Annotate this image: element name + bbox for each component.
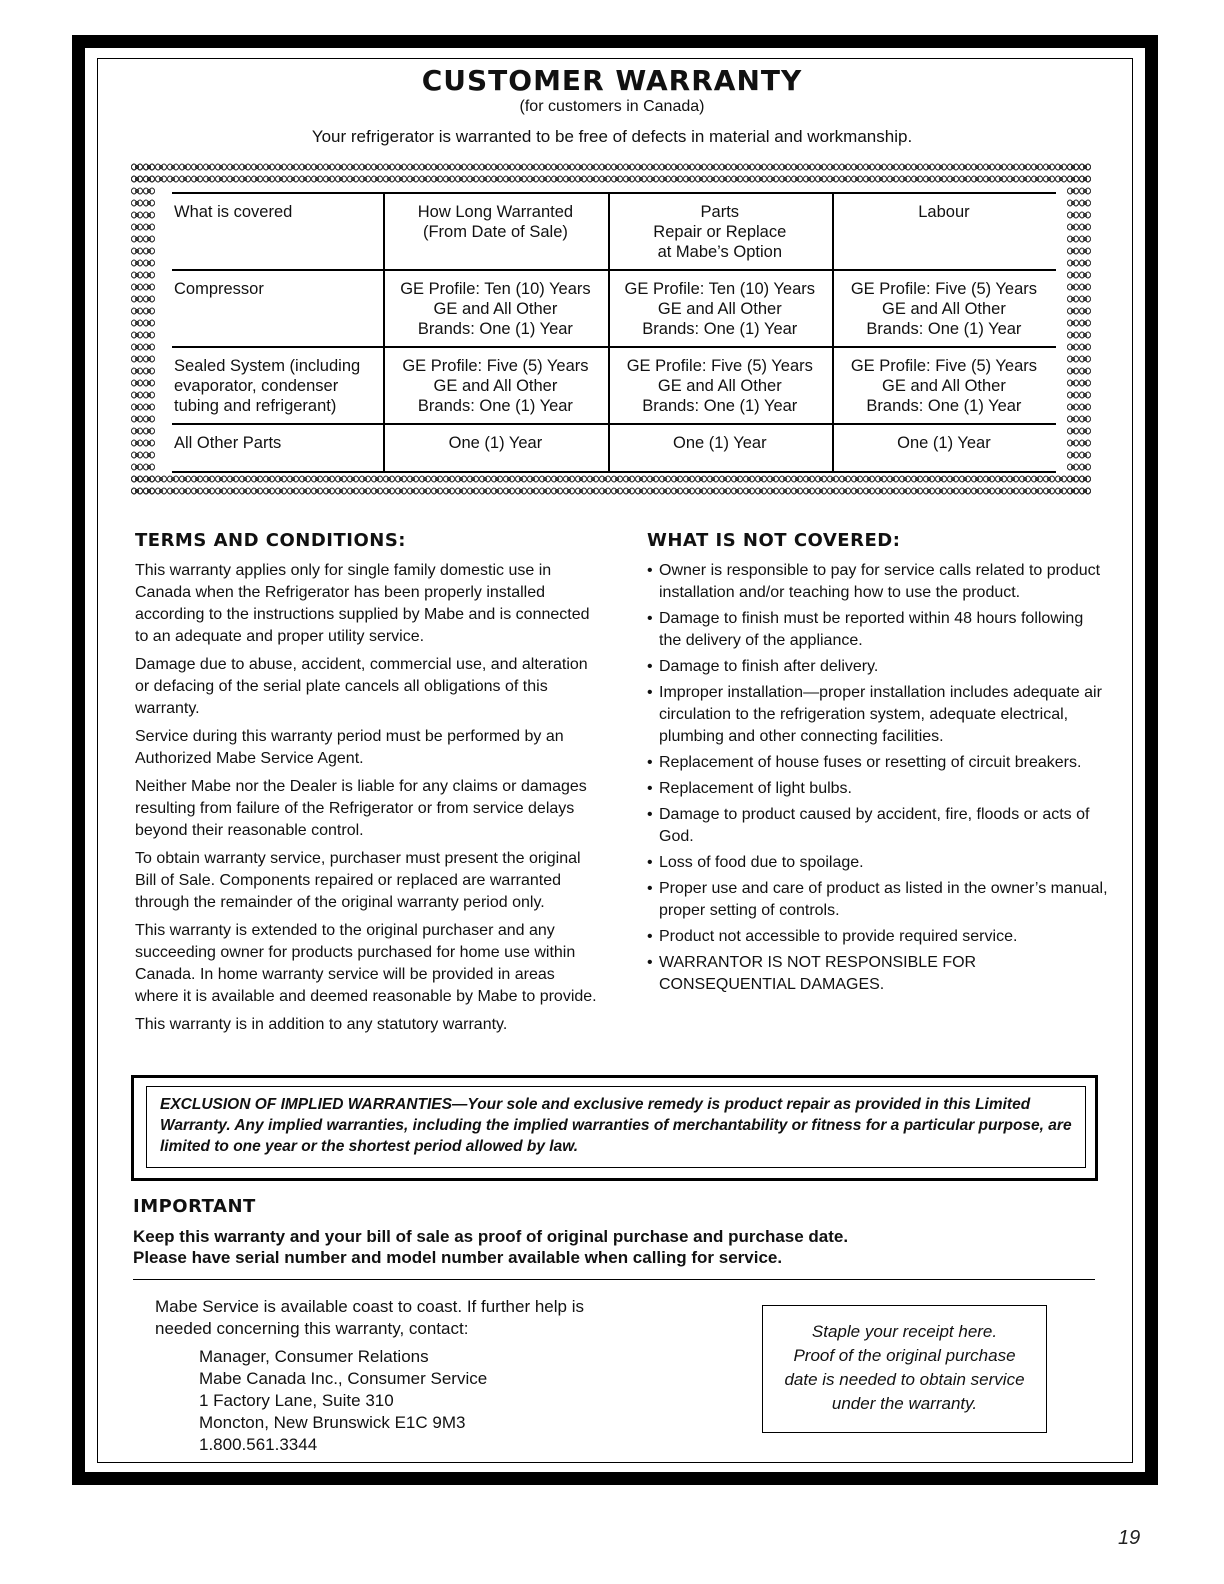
page-subtitle: (for customers in Canada)	[519, 98, 705, 115]
terms-heading: TERMS AND CONDITIONS:	[135, 530, 406, 551]
list-item: • Owner is responsible to pay for service calls related to product installation and/or teaching how to use the product.	[647, 562, 1101, 601]
table-header-cell: Parts Repair or Replace at Mabe’s Option	[609, 193, 833, 270]
list-item: • Damage to finish must be reported within 48 hours following the delivery of the appliance.	[647, 610, 1084, 649]
important-line: Keep this warranty and your bill of sale as proof of original purchase and purchase date.	[133, 1227, 849, 1246]
table-row	[172, 347, 1056, 424]
table-cell: Sealed System (including evaporator, condenser tubing and refrigerant)	[172, 347, 384, 424]
list-item: • Damage to finish after delivery.	[647, 658, 879, 675]
contact-info	[155, 1296, 615, 1456]
address-line: Manager, Consumer Relations	[199, 1347, 429, 1366]
list-item: • Proper use and care of product as listed in the owner’s manual, proper setting of controls.	[647, 880, 1108, 919]
contact-address	[155, 1346, 615, 1456]
table-cell: GE Profile: Ten (10) Years GE and All Other Brands: One (1) Year	[384, 270, 609, 347]
divider	[133, 1279, 1095, 1280]
address-line: Moncton, New Brunswick E1C 9M3	[199, 1413, 466, 1432]
receipt-line: Staple your receipt here.	[811, 1322, 998, 1341]
exclusion-text: EXCLUSION OF IMPLIED WARRANTIES—Your sole and exclusive remedy is product repair as provided in this Limited Warranty. Any implied warranties, including the implied warranties of merchantability or fitness for a particular purpose, are limited to one year or the shortest period allowed by law.	[160, 1096, 1072, 1155]
table-header-cell: What is covered	[172, 193, 384, 270]
terms-paragraph: This warranty is in addition to any statutory warranty.	[135, 1016, 508, 1033]
table-cell: GE Profile: Five (5) Years GE and All Other Brands: One (1) Year	[833, 270, 1056, 347]
terms-section	[135, 560, 597, 1042]
receipt-line: date is needed to obtain service	[784, 1370, 1025, 1389]
table-cell: GE Profile: Five (5) Years GE and All Other Brands: One (1) Year	[384, 347, 609, 424]
table-header-row	[172, 193, 1056, 270]
not-covered-list	[647, 560, 1109, 1000]
table-cell: One (1) Year	[833, 424, 1056, 472]
table-cell: GE Profile: Ten (10) Years GE and All Other Brands: One (1) Year	[609, 270, 833, 347]
list-item: • Loss of food due to spoilage.	[647, 854, 864, 871]
address-line: 1 Factory Lane, Suite 310	[199, 1391, 394, 1410]
table-cell: One (1) Year	[609, 424, 833, 472]
page-title: CUSTOMER WARRANTY	[421, 64, 803, 97]
important-line: Please have serial number and model number available when calling for service.	[133, 1248, 783, 1267]
table-row	[172, 424, 1056, 472]
list-item: • Damage to product caused by accident, fire, floods or acts of God.	[647, 806, 1090, 845]
terms-paragraph: This warranty is extended to the original purchaser and any succeeding owner for products purchased for home use within Canada. In home warranty service will be provided in areas where it is available and deemed reasonable by Mabe to provide.	[135, 922, 597, 1005]
receipt-line: under the warranty.	[831, 1394, 978, 1413]
table-header-cell: Labour	[833, 193, 1056, 270]
table-cell: One (1) Year	[384, 424, 609, 472]
list-item: • Product not accessible to provide required service.	[647, 928, 1018, 945]
table-cell: GE Profile: Five (5) Years GE and All Other Brands: One (1) Year	[609, 347, 833, 424]
address-line: Mabe Canada Inc., Consumer Service	[199, 1369, 488, 1388]
table-header-cell: How Long Warranted (From Date of Sale)	[384, 193, 609, 270]
not-covered-heading: WHAT IS NOT COVERED:	[647, 530, 901, 551]
important-text	[133, 1226, 1093, 1268]
important-heading: IMPORTANT	[133, 1196, 256, 1217]
terms-paragraph: Damage due to abuse, accident, commercial use, and alteration or defacing of the serial plate cancels all obligations of this warranty.	[135, 656, 588, 717]
list-item: • Replacement of light bulbs.	[647, 780, 852, 797]
phone-number: 1.800.561.3344	[199, 1435, 318, 1454]
receipt-line: Proof of the original purchase	[793, 1346, 1016, 1365]
contact-intro: Mabe Service is available coast to coast. If further help is needed concerning this warranty, contact:	[155, 1297, 584, 1338]
terms-paragraph: Neither Mabe nor the Dealer is liable for any claims or damages resulting from failure of the Refrigerator or from service delays beyond their reasonable control.	[135, 778, 587, 839]
list-item: • Replacement of house fuses or resetting of circuit breakers.	[647, 754, 1082, 771]
list-item: • Improper installation—proper installation includes adequate air circulation to the refrigeration system, adequate electrical, plumbing and other connecting facilities.	[647, 684, 1102, 745]
table-cell: Compressor	[172, 270, 384, 347]
page-number: 19	[1118, 1527, 1141, 1549]
table-row	[172, 270, 1056, 347]
terms-paragraph: This warranty applies only for single family domestic use in Canada when the Refrigerator has been properly installed according to the instructions supplied by Mabe and is connected to an adequate and proper utility service.	[135, 562, 590, 645]
receipt-box	[762, 1305, 1047, 1433]
warranty-table	[172, 192, 1056, 473]
table-cell: All Other Parts	[172, 424, 384, 472]
terms-paragraph: Service during this warranty period must be performed by an Authorized Mabe Service Agent.	[135, 728, 564, 767]
list-item: • WARRANTOR IS NOT RESPONSIBLE FOR CONSEQUENTIAL DAMAGES.	[647, 954, 977, 993]
terms-paragraph: To obtain warranty service, purchaser must present the original Bill of Sale. Components repaired or replaced are warranted through the remainder of the original warranty period only.	[135, 850, 581, 911]
table-cell: GE Profile: Five (5) Years GE and All Other Brands: One (1) Year	[833, 347, 1056, 424]
warranty-intro: Your refrigerator is warranted to be free of defects in material and workmanship.	[311, 127, 913, 146]
